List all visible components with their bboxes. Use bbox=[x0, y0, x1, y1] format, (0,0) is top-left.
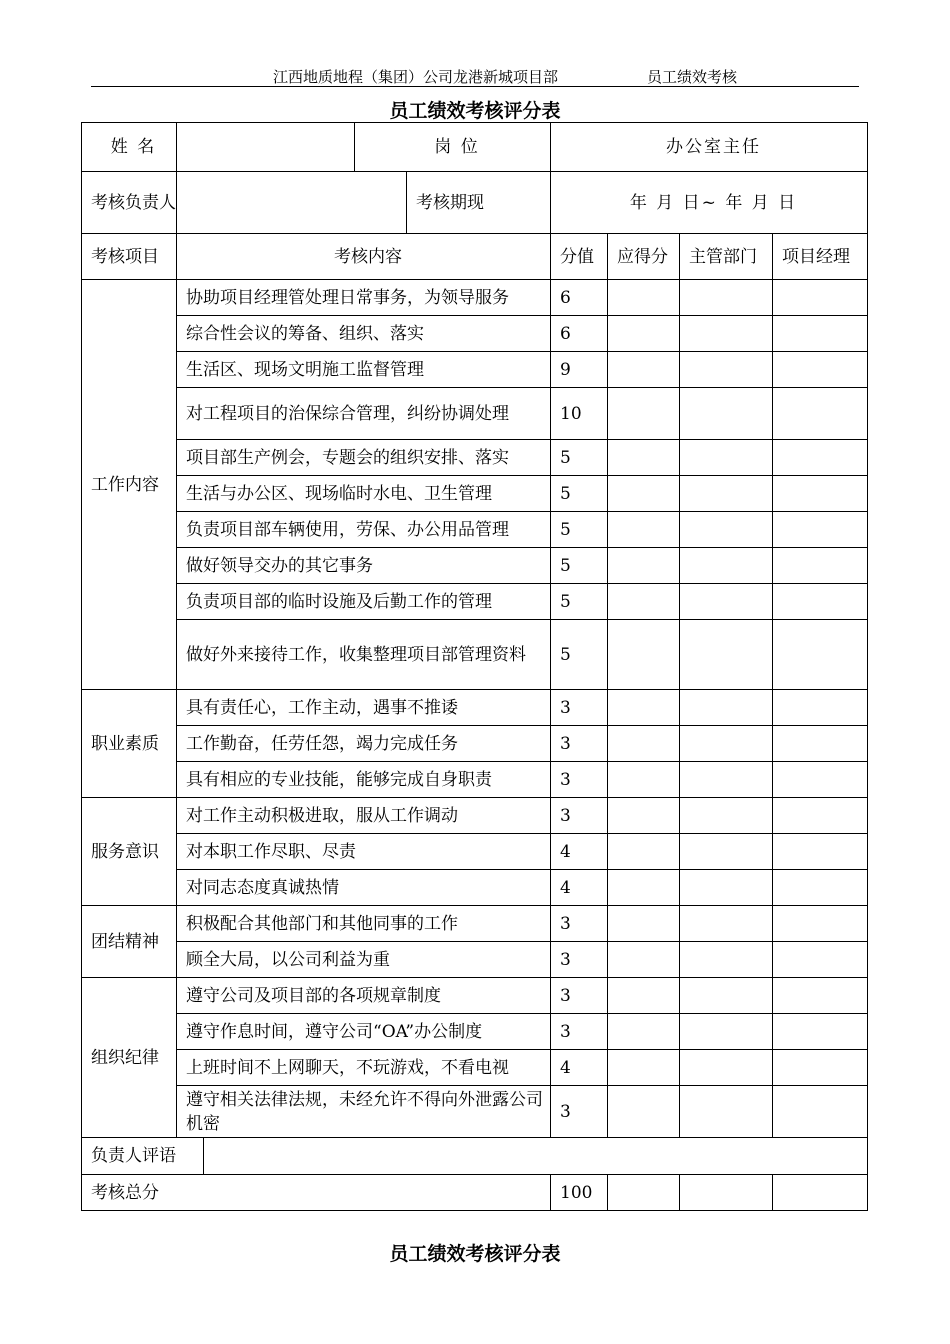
manager-score-cell[interactable] bbox=[773, 476, 868, 512]
criteria-score: 3 bbox=[551, 1086, 608, 1138]
self-score-cell[interactable] bbox=[608, 620, 680, 690]
self-score-cell[interactable] bbox=[608, 978, 680, 1014]
dept-score-cell[interactable] bbox=[680, 388, 773, 440]
manager-score-cell[interactable] bbox=[773, 620, 868, 690]
criteria-content: 顾全大局，以公司利益为重 bbox=[177, 942, 551, 978]
total-manager-cell[interactable] bbox=[773, 1175, 868, 1211]
self-score-cell[interactable] bbox=[608, 548, 680, 584]
form-title: 员工绩效考核评分表 bbox=[389, 100, 561, 122]
manager-score-cell[interactable] bbox=[773, 870, 868, 906]
company-name: 江西地质地程（集团）公司龙港新城项目部 bbox=[273, 68, 559, 86]
manager-score-cell[interactable] bbox=[773, 834, 868, 870]
self-score-cell[interactable] bbox=[608, 352, 680, 388]
criteria-score: 6 bbox=[551, 316, 608, 352]
criteria-content: 负责项目部的临时设施及后勤工作的管理 bbox=[177, 584, 551, 620]
document-name: 员工绩效考核 bbox=[647, 68, 738, 86]
criteria-content: 综合性会议的筹备、组织、落实 bbox=[177, 316, 551, 352]
self-score-cell[interactable] bbox=[608, 798, 680, 834]
column-header-row bbox=[82, 234, 868, 280]
section-name: 组织纪律 bbox=[82, 978, 177, 1138]
comment-label: 负责人评语 bbox=[82, 1138, 204, 1175]
dept-score-cell[interactable] bbox=[680, 620, 773, 690]
criteria-row bbox=[82, 1086, 868, 1138]
manager-score-cell[interactable] bbox=[773, 1050, 868, 1086]
col-self: 应得分 bbox=[608, 234, 680, 280]
period-value[interactable]: 年 月 日~ 年 月 日 bbox=[551, 172, 868, 234]
criteria-score: 3 bbox=[551, 978, 608, 1014]
section-name: 工作内容 bbox=[82, 280, 177, 690]
manager-score-cell[interactable] bbox=[773, 906, 868, 942]
criteria-row bbox=[82, 476, 868, 512]
dept-score-cell[interactable] bbox=[680, 870, 773, 906]
manager-score-cell[interactable] bbox=[773, 316, 868, 352]
criteria-score: 4 bbox=[551, 870, 608, 906]
self-score-cell[interactable] bbox=[608, 906, 680, 942]
self-score-cell[interactable] bbox=[608, 1086, 680, 1138]
page-header bbox=[0, 66, 950, 86]
comment-field[interactable] bbox=[204, 1138, 868, 1175]
self-score-cell[interactable] bbox=[608, 762, 680, 798]
criteria-content: 做好领导交办的其它事务 bbox=[177, 548, 551, 584]
self-score-cell[interactable] bbox=[608, 690, 680, 726]
manager-score-cell[interactable] bbox=[773, 798, 868, 834]
self-score-cell[interactable] bbox=[608, 1014, 680, 1050]
manager-score-cell[interactable] bbox=[773, 726, 868, 762]
criteria-score: 5 bbox=[551, 548, 608, 584]
self-score-cell[interactable] bbox=[608, 834, 680, 870]
total-self-cell[interactable] bbox=[608, 1175, 680, 1211]
criteria-content: 上班时间不上网聊天，不玩游戏，不看电视 bbox=[177, 1050, 551, 1086]
self-score-cell[interactable] bbox=[608, 1050, 680, 1086]
info-row-2 bbox=[82, 172, 868, 234]
self-score-cell[interactable] bbox=[608, 316, 680, 352]
criteria-score: 3 bbox=[551, 906, 608, 942]
col-content: 考核内容 bbox=[177, 234, 551, 280]
dept-score-cell[interactable] bbox=[680, 584, 773, 620]
manager-score-cell[interactable] bbox=[773, 440, 868, 476]
criteria-content: 遵守公司及项目部的各项规章制度 bbox=[177, 978, 551, 1014]
criteria-row bbox=[82, 978, 868, 1014]
self-score-cell[interactable] bbox=[608, 942, 680, 978]
col-score: 分值 bbox=[551, 234, 608, 280]
criteria-row bbox=[82, 1050, 868, 1086]
manager-score-cell[interactable] bbox=[773, 352, 868, 388]
criteria-row bbox=[82, 280, 868, 316]
criteria-score: 5 bbox=[551, 440, 608, 476]
section-name: 职业素质 bbox=[82, 690, 177, 798]
criteria-content: 具有相应的专业技能，能够完成自身职责 bbox=[177, 762, 551, 798]
dept-score-cell[interactable] bbox=[680, 690, 773, 726]
name-label: 姓 名 bbox=[82, 123, 177, 172]
dept-score-cell[interactable] bbox=[680, 762, 773, 798]
criteria-content: 遵守作息时间，遵守公司“OA”办公制度 bbox=[177, 1014, 551, 1050]
position-label: 岗 位 bbox=[355, 123, 551, 172]
criteria-score: 5 bbox=[551, 476, 608, 512]
criteria-content: 工作勤奋，任劳任怨，竭力完成任务 bbox=[177, 726, 551, 762]
total-label: 考核总分 bbox=[82, 1175, 551, 1211]
manager-score-cell[interactable] bbox=[773, 548, 868, 584]
criteria-content: 对同志态度真诚热情 bbox=[177, 870, 551, 906]
manager-score-cell[interactable] bbox=[773, 690, 868, 726]
manager-score-cell[interactable] bbox=[773, 1014, 868, 1050]
self-score-cell[interactable] bbox=[608, 726, 680, 762]
dept-score-cell[interactable] bbox=[680, 476, 773, 512]
criteria-score: 5 bbox=[551, 584, 608, 620]
criteria-content: 项目部生产例会，专题会的组织安排、落实 bbox=[177, 440, 551, 476]
criteria-score: 3 bbox=[551, 942, 608, 978]
dept-score-cell[interactable] bbox=[680, 906, 773, 942]
dept-score-cell[interactable] bbox=[680, 352, 773, 388]
manager-score-cell[interactable] bbox=[773, 942, 868, 978]
self-score-cell[interactable] bbox=[608, 870, 680, 906]
dept-score-cell[interactable] bbox=[680, 978, 773, 1014]
criteria-content: 对工程项目的治保综合管理，纠纷协调处理 bbox=[177, 388, 551, 440]
dept-score-cell[interactable] bbox=[680, 440, 773, 476]
criteria-score: 3 bbox=[551, 1014, 608, 1050]
self-score-cell[interactable] bbox=[608, 440, 680, 476]
criteria-row bbox=[82, 512, 868, 548]
dept-score-cell[interactable] bbox=[680, 726, 773, 762]
criteria-score: 5 bbox=[551, 512, 608, 548]
criteria-score: 5 bbox=[551, 620, 608, 690]
criteria-row bbox=[82, 798, 868, 834]
criteria-row bbox=[82, 388, 868, 440]
section-name: 团结精神 bbox=[82, 906, 177, 978]
evaluation-table bbox=[81, 122, 868, 1211]
col-item: 考核项目 bbox=[82, 234, 177, 280]
criteria-row bbox=[82, 316, 868, 352]
criteria-content: 协助项目经理管处理日常事务，为领导服务 bbox=[177, 280, 551, 316]
manager-score-cell[interactable] bbox=[773, 280, 868, 316]
self-score-cell[interactable] bbox=[608, 280, 680, 316]
criteria-row bbox=[82, 690, 868, 726]
criteria-content: 做好外来接待工作，收集整理项目部管理资料 bbox=[177, 620, 551, 690]
total-dept-cell[interactable] bbox=[680, 1175, 773, 1211]
criteria-row bbox=[82, 548, 868, 584]
dept-score-cell[interactable] bbox=[680, 548, 773, 584]
criteria-content: 积极配合其他部门和其他同事的工作 bbox=[177, 906, 551, 942]
section-name: 服务意识 bbox=[82, 798, 177, 906]
criteria-score: 3 bbox=[551, 762, 608, 798]
col-manager: 项目经理 bbox=[773, 234, 868, 280]
criteria-score: 4 bbox=[551, 834, 608, 870]
criteria-content: 负责项目部车辆使用，劳保、办公用品管理 bbox=[177, 512, 551, 548]
dept-score-cell[interactable] bbox=[680, 512, 773, 548]
criteria-score: 6 bbox=[551, 280, 608, 316]
criteria-score: 3 bbox=[551, 798, 608, 834]
criteria-content: 对工作主动积极进取，服从工作调动 bbox=[177, 798, 551, 834]
criteria-row bbox=[82, 834, 868, 870]
criteria-row bbox=[82, 1014, 868, 1050]
manager-score-cell[interactable] bbox=[773, 978, 868, 1014]
criteria-row bbox=[82, 440, 868, 476]
manager-score-cell[interactable] bbox=[773, 762, 868, 798]
criteria-row bbox=[82, 942, 868, 978]
manager-score-cell[interactable] bbox=[773, 584, 868, 620]
self-score-cell[interactable] bbox=[608, 584, 680, 620]
comment-row bbox=[82, 1138, 868, 1175]
criteria-row bbox=[82, 352, 868, 388]
col-dept: 主管部门 bbox=[680, 234, 773, 280]
manager-score-cell[interactable] bbox=[773, 512, 868, 548]
dept-score-cell[interactable] bbox=[680, 1014, 773, 1050]
criteria-row bbox=[82, 906, 868, 942]
criteria-score: 3 bbox=[551, 690, 608, 726]
manager-score-cell[interactable] bbox=[773, 388, 868, 440]
manager-score-cell[interactable] bbox=[773, 1086, 868, 1138]
dept-score-cell[interactable] bbox=[680, 280, 773, 316]
dept-score-cell[interactable] bbox=[680, 1050, 773, 1086]
dept-score-cell[interactable] bbox=[680, 316, 773, 352]
criteria-row bbox=[82, 870, 868, 906]
name-field[interactable] bbox=[177, 123, 355, 172]
dept-score-cell[interactable] bbox=[680, 942, 773, 978]
next-form-title: 员工绩效考核评分表 bbox=[389, 1243, 561, 1265]
criteria-content: 具有责任心，工作主动，遇事不推诿 bbox=[177, 690, 551, 726]
criteria-score: 10 bbox=[551, 388, 608, 440]
criteria-row bbox=[82, 620, 868, 690]
criteria-content: 生活与办公区、现场临时水电、卫生管理 bbox=[177, 476, 551, 512]
criteria-score: 9 bbox=[551, 352, 608, 388]
header-rule bbox=[91, 86, 859, 87]
reviewer-label: 考核负责人 bbox=[82, 172, 177, 234]
criteria-row bbox=[82, 762, 868, 798]
info-row-1 bbox=[82, 123, 868, 172]
criteria-content: 遵守相关法律法规，未经允许不得向外泄露公司机密 bbox=[177, 1086, 551, 1138]
dept-score-cell[interactable] bbox=[680, 1086, 773, 1138]
self-score-cell[interactable] bbox=[608, 512, 680, 548]
position-value[interactable]: 办公室主任 bbox=[551, 123, 868, 172]
reviewer-field[interactable] bbox=[177, 172, 407, 234]
criteria-content: 生活区、现场文明施工监督管理 bbox=[177, 352, 551, 388]
period-label: 考核期现 bbox=[407, 172, 551, 234]
self-score-cell[interactable] bbox=[608, 476, 680, 512]
criteria-row bbox=[82, 584, 868, 620]
dept-score-cell[interactable] bbox=[680, 798, 773, 834]
total-row bbox=[82, 1175, 868, 1211]
criteria-content: 对本职工作尽职、尽责 bbox=[177, 834, 551, 870]
self-score-cell[interactable] bbox=[608, 388, 680, 440]
criteria-score: 3 bbox=[551, 726, 608, 762]
total-value: 100 bbox=[551, 1175, 608, 1211]
criteria-row bbox=[82, 726, 868, 762]
criteria-score: 4 bbox=[551, 1050, 608, 1086]
dept-score-cell[interactable] bbox=[680, 834, 773, 870]
